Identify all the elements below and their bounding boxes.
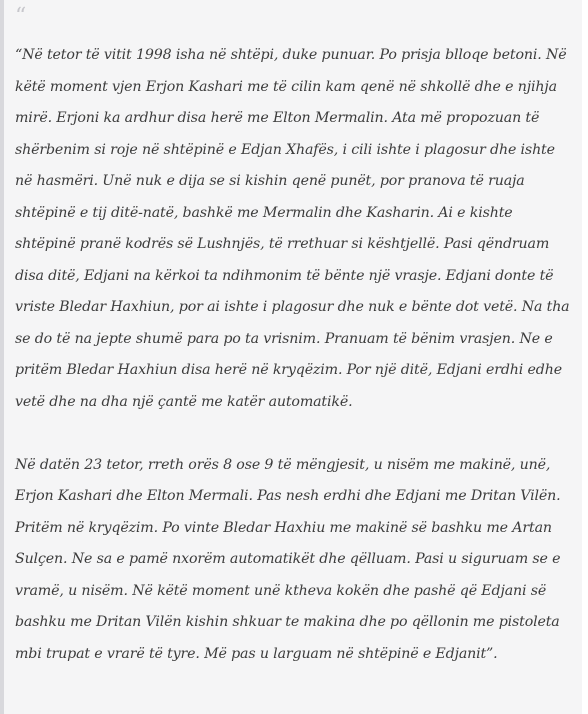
text-line: vriste Bledar Haxhiun, por ai ishte i plagosur dhe nuk e bënte dot vetë. Na tha (15, 299, 570, 315)
text-line: mirë. Erjoni ka ardhur disa herë me Elton Mermalin. Ata më propozuan të (15, 110, 540, 126)
text-line: disa ditë, Edjani na kërkoi ta ndihmonim të bënte një vrasje. Edjani donte të (15, 267, 554, 284)
quote-text (15, 40, 570, 702)
text-line: Erjon Kashari dhe Elton Mermali. Pas nesh erdhi dhe Edjani me Dritan Vilën. (15, 488, 561, 504)
text-line: “Në tetor të vitit 1998 isha në shtëpi, duke punuar. Po prisja blloqe betoni. Në (15, 47, 567, 63)
text-line: Në datën 23 tetor, rreth orës 8 ose 9 të mëngjesit, u nisëm me makinë, unë, (15, 456, 551, 473)
text-line: pritëm Bledar Haxhiun disa herë në kryqëzim. Por një ditë, Edjani erdhi edhe (15, 362, 562, 378)
text-line: shërbenim si roje në shtëpinë e Edjan Xhafës, i cili ishte i plagosur dhe ishte (15, 141, 555, 158)
text-line: shtëpinë pranë kodrës së Lushnjës, të rrethuar si kështjellë. Pasi qëndruam (15, 236, 550, 252)
quote-paragraph-2 (15, 450, 563, 671)
text-line: në hasmëri. Unë nuk e dija se si kishin qenë punët, por pranova të ruaja (15, 173, 525, 189)
quote-mark-icon: “ (15, 4, 27, 29)
text-line: mbi trupat e vrarë të tyre. Më pas u larguam në shtëpinë e Edjanit”. (15, 645, 498, 662)
text-line: se do të na jepte shumë para po ta vrisnim. Pranuam të bënim vrasjen. Ne e (15, 330, 553, 347)
quote-left-bar (0, 0, 4, 714)
text-line: vetë dhe na dha një çantë me katër automatikë. (15, 393, 353, 410)
quote-paragraph-1 (15, 40, 570, 418)
text-line: bashku me Dritan Vilën kishin shkuar te makina dhe po qëllonin me pistoleta (15, 614, 560, 630)
text-line: Pritëm në kryqëzim. Po vinte Bledar Haxhiu me makinë së bashku me Artan (15, 519, 552, 536)
text-line: Sulçen. Ne sa e pamë nxorëm automatikët dhe qëlluam. Pasi u siguruam se e (15, 551, 561, 567)
text-line: shtëpinë e tij ditë-natë, bashkë me Mermalin dhe Kasharin. Ai e kishte (15, 204, 513, 221)
text-line: këtë moment vjen Erjon Kashari me të cilin kam qenë në shkollë dhe e njihja (15, 78, 557, 95)
text-line: vramë, u nisëm. Në këtë moment unë ktheva kokën dhe pashë që Edjani së (15, 582, 547, 599)
